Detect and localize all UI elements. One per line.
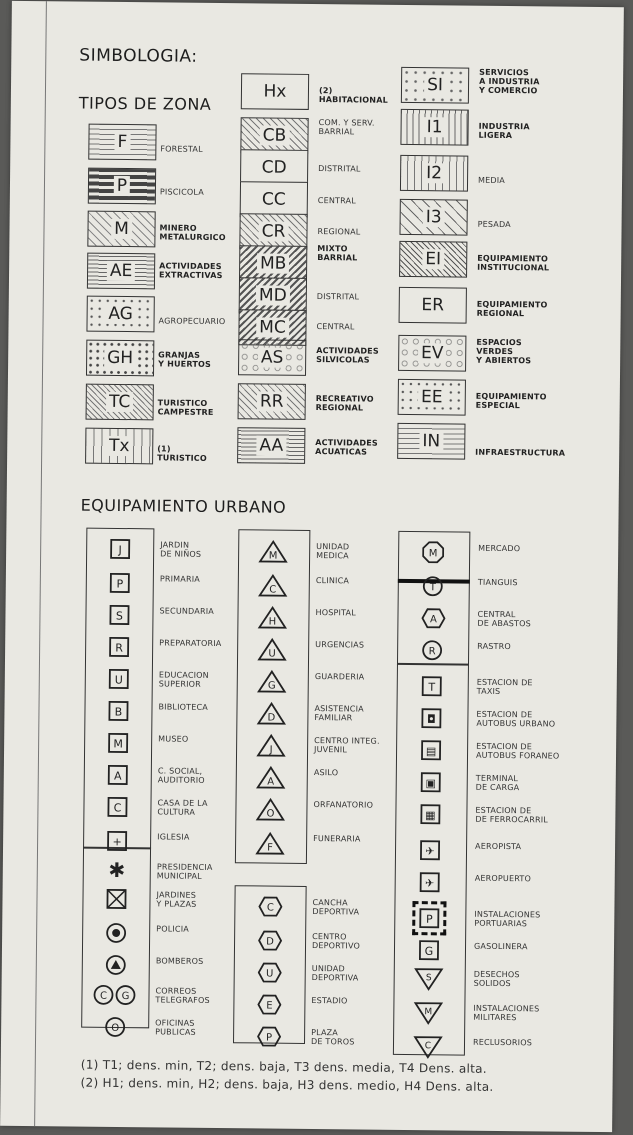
svg-text:D: D <box>266 936 274 948</box>
zone-label: (1) TURISTICO <box>157 444 207 463</box>
equip-symbol-icon <box>422 541 444 563</box>
equip-symbol-icon <box>258 895 280 917</box>
zone-code: CB <box>260 125 290 145</box>
zone-code: CD <box>259 157 290 177</box>
svg-text:▤: ▤ <box>425 744 437 758</box>
equip-label: PRESIDENCIA MUNICIPAL <box>156 862 213 881</box>
zone-label: TURISTICO CAMPESTRE <box>157 398 214 417</box>
equip-label: EDUCACION SUPERIOR <box>158 670 209 689</box>
svg-text:J: J <box>269 744 273 756</box>
equip-label: BOMBEROS <box>155 956 204 966</box>
svg-text:G: G <box>424 944 434 958</box>
zone-swatch-hx <box>241 73 309 110</box>
equip-symbol-icon <box>104 1016 126 1038</box>
equip-symbol-icon <box>258 929 280 951</box>
svg-text:A: A <box>113 769 122 783</box>
equip-symbol-icon <box>418 939 440 961</box>
equip-label: CORREOS TELEGRAFOS <box>155 986 210 1005</box>
zone-swatch-aa <box>237 427 305 464</box>
equip-symbol-icon <box>105 888 127 910</box>
zone-code: I3 <box>423 207 445 227</box>
zone-label: INDUSTRIA LIGERA <box>478 121 530 141</box>
equip-symbol-icon <box>419 803 441 825</box>
zone-label: MINERO METALURGICO <box>159 223 226 243</box>
zone-label: SERVICIOS A INDUSTRIA Y COMERCIO <box>478 67 540 96</box>
svg-text:U: U <box>268 648 276 660</box>
zone-code: F <box>114 132 130 152</box>
equip-symbol-icon <box>108 604 130 626</box>
equip-label: CENTRO INTEG. JUVENIL <box>314 736 380 755</box>
svg-text:P: P <box>265 1032 273 1044</box>
zone-swatch-ev <box>398 335 466 372</box>
equip-label: PRIMARIA <box>159 574 201 584</box>
equip-label: ASISTENCIA FAMILIAR <box>314 704 364 723</box>
svg-text:T: T <box>429 582 436 594</box>
svg-text:C: C <box>99 990 108 1002</box>
equip-symbol-icon <box>420 707 442 729</box>
zone-label: REGIONAL <box>317 227 361 237</box>
svg-text:R: R <box>115 641 124 655</box>
equip-label: CENTRAL DE ABASTOS <box>477 609 531 629</box>
zone-label: INFRAESTRUCTURA <box>475 447 566 458</box>
zone-swatch-ag <box>86 296 154 333</box>
zone-label: CENTRAL <box>316 322 355 332</box>
equip-label: POLICIA <box>156 924 190 934</box>
equip-symbol-icon <box>420 739 442 761</box>
equip-symbol-icon <box>106 796 128 818</box>
svg-text:T: T <box>428 680 436 694</box>
svg-text:▦: ▦ <box>425 808 436 822</box>
equip-label: ESTACION DE DE FERROCARRIL <box>475 805 549 825</box>
svg-text:P: P <box>116 577 124 591</box>
zone-swatch-f <box>88 124 156 161</box>
equip-label: CENTRO DEPORTIVO <box>311 932 361 951</box>
zone-label: COM. Y SERV. BARRIAL <box>318 118 375 137</box>
zone-label: GRANJAS Y HUERTOS <box>158 350 212 369</box>
zone-swatch-as <box>238 339 306 376</box>
equip-symbol-icon <box>261 637 283 659</box>
equip-label: UNIDAD DEPORTIVA <box>311 964 359 983</box>
zone-code: P <box>114 176 130 196</box>
equip-label: RASTRO <box>477 641 511 652</box>
equip-symbol-icon <box>417 1035 439 1057</box>
zone-code: AA <box>256 435 286 455</box>
zone-label: MIXTO BARRIAL <box>317 244 358 263</box>
zone-code: AG <box>105 304 136 324</box>
svg-text:◘: ◘ <box>426 712 436 726</box>
zone-code: I2 <box>423 163 445 183</box>
equip-symbol-icon <box>105 954 127 976</box>
equip-label: ORFANATORIO <box>313 800 374 810</box>
footnote-1: (1) T1; dens. min, T2; dens. baja, T3 dens. media, T4 Dens. alta. <box>80 1057 488 1076</box>
svg-text:M: M <box>113 737 123 751</box>
equip-label: IGLESIA <box>157 832 190 842</box>
equip-symbol-icon <box>259 831 281 853</box>
svg-text:C: C <box>269 584 277 596</box>
equip-label: CANCHA DEPORTIVA <box>312 898 360 917</box>
equip-label: UNIDAD MEDICA <box>316 542 350 561</box>
zone-heading: TIPOS DE ZONA <box>78 93 212 114</box>
zone-swatch-in <box>397 423 465 460</box>
svg-text:O: O <box>111 1022 120 1035</box>
equip-symbol-icon <box>262 573 284 595</box>
equip-symbol-icon <box>260 733 282 755</box>
equip-symbol-icon <box>109 572 131 594</box>
zone-label: (2) HABITACIONAL <box>318 86 388 105</box>
equip-label: PLAZA DE TOROS <box>310 1028 355 1047</box>
equip-symbol-icon <box>106 830 128 852</box>
svg-text:C: C <box>424 1041 432 1052</box>
zone-code: EE <box>418 387 446 407</box>
equip-label: HOSPITAL <box>315 608 356 618</box>
equip-label: RECLUSORIOS <box>472 1037 533 1048</box>
svg-text:A: A <box>267 776 275 788</box>
svg-text:▣: ▣ <box>425 776 437 790</box>
equip-label: MERCADO <box>478 543 521 554</box>
equip-symbol-icon <box>106 860 128 882</box>
equip-label: INSTALACIONES MILITARES <box>473 1003 540 1023</box>
zone-code: ER <box>418 295 447 315</box>
equip-symbol-icon <box>107 700 129 722</box>
zone-label: EQUIPAMIENTO ESPECIAL <box>475 391 547 411</box>
svg-text:U: U <box>266 968 274 980</box>
svg-text:U: U <box>114 673 123 687</box>
zone-code: EV <box>418 343 447 363</box>
legend-sheet <box>0 1 624 1132</box>
svg-text:A: A <box>429 614 437 626</box>
equip-label: PREPARATORIA <box>159 638 222 649</box>
equip-label: TERMINAL DE CARGA <box>475 773 520 793</box>
equip-symbol-icon <box>108 636 130 658</box>
zone-code: MC <box>256 317 289 337</box>
svg-text:C: C <box>266 902 274 914</box>
svg-text:D: D <box>267 712 276 724</box>
equip-symbol-icon <box>421 675 443 697</box>
equip-label: FUNERARIA <box>313 834 361 844</box>
equip-symbol-icon <box>421 607 443 629</box>
zone-code: AS <box>258 347 287 367</box>
zone-label: MEDIA <box>478 175 506 185</box>
equip-label: ESTACION DE AUTOBUS URBANO <box>476 709 556 729</box>
equip-label: DESECHOS SOLIDOS <box>473 969 520 989</box>
equip-label: ESTACION DE AUTOBUS FORANEO <box>475 741 560 761</box>
equip-label: OFICINAS PUBLICAS <box>155 1018 196 1037</box>
zone-label: PISCICOLA <box>159 187 204 197</box>
equip-symbol-icon <box>422 575 444 597</box>
svg-text:M: M <box>428 548 438 560</box>
equip-label: GUARDERIA <box>314 672 365 682</box>
equip-label: BIBLIOTECA <box>158 702 209 712</box>
svg-text:R: R <box>428 646 436 658</box>
equip-label: TIANGUIS <box>477 577 518 588</box>
equip-label: CLINICA <box>315 576 350 586</box>
equip-symbol-icon <box>107 764 129 786</box>
zone-code: Tx <box>106 436 133 456</box>
zone-label: DISTRITAL <box>318 164 361 174</box>
equip-symbol-icon <box>419 839 441 861</box>
zone-label: DISTRITAL <box>316 292 360 302</box>
svg-text:M: M <box>424 1007 433 1018</box>
zone-code: SI <box>424 75 446 95</box>
zone-label: EQUIPAMIENTO INSTITUCIONAL <box>477 253 550 273</box>
svg-text:G: G <box>121 991 130 1003</box>
equip-symbol-icon <box>420 771 442 793</box>
equip-symbol-icon <box>419 871 441 893</box>
equip-label: GASOLINERA <box>473 941 528 952</box>
zone-label: ESPACIOS VERDES Y ABIERTOS <box>476 337 532 366</box>
equip-label: JARDIN DE NIÑOS <box>160 540 202 559</box>
legend-title: SIMBOLOGIA: <box>79 45 198 67</box>
zone-code: IN <box>419 431 443 451</box>
equip-symbol-icon <box>109 538 131 560</box>
zone-code: I1 <box>424 117 446 137</box>
zone-label: CENTRAL <box>317 196 356 206</box>
equip-symbol-icon <box>258 961 280 983</box>
zone-label: RECREATIVO REGIONAL <box>315 394 374 413</box>
svg-text:E: E <box>266 1000 273 1012</box>
svg-text:O: O <box>266 808 275 820</box>
equip-symbol-icon <box>421 639 443 661</box>
equip-label: URGENCIAS <box>315 640 365 650</box>
svg-text:S: S <box>115 609 124 623</box>
zone-label: ACTIVIDADES EXTRACTIVAS <box>158 261 223 281</box>
zone-swatch-er <box>399 287 467 324</box>
zone-label: AGROPECUARIO <box>158 316 226 327</box>
zone-label: FORESTAL <box>160 144 203 154</box>
equip-label: INSTALACIONES PORTUARIAS <box>474 909 541 929</box>
zone-code: CC <box>259 189 289 209</box>
equip-symbol-icon <box>108 668 130 690</box>
zone-code: AE <box>107 261 136 281</box>
svg-text:+: + <box>112 835 122 849</box>
equip-symbol-icon <box>261 605 283 627</box>
zone-code: RR <box>257 391 287 411</box>
equip-symbol-icon <box>257 1025 279 1047</box>
svg-text:M: M <box>268 550 278 562</box>
equip-symbol-icon <box>417 1001 439 1023</box>
zone-code: EI <box>422 249 444 269</box>
svg-text:C: C <box>113 801 122 815</box>
equip-label: AEROPUERTO <box>474 873 532 884</box>
zone-swatch-si <box>401 67 469 104</box>
svg-text:✈: ✈ <box>425 876 435 890</box>
equip-label: CASA DE LA CULTURA <box>157 798 208 817</box>
left-margin-line <box>34 1 47 1126</box>
svg-text:G: G <box>267 680 276 692</box>
equip-symbol-icon <box>418 967 440 989</box>
svg-text:S: S <box>425 973 432 984</box>
svg-text:✈: ✈ <box>425 844 435 858</box>
zone-swatch-i2 <box>400 155 468 192</box>
zone-code: MB <box>257 253 290 273</box>
zone-swatch-ae <box>87 253 155 290</box>
zone-swatch-i3 <box>399 199 467 236</box>
zone-code: Hx <box>260 81 289 101</box>
equip-label: SECUNDARIA <box>159 606 215 616</box>
svg-text:H: H <box>268 616 277 628</box>
zone-swatch-tx <box>85 428 153 465</box>
zone-code: MD <box>256 285 290 305</box>
equip-symbol-icon <box>105 922 127 944</box>
equip-heading: EQUIPAMIENTO URBANO <box>80 495 287 517</box>
zone-label: PESADA <box>477 219 511 230</box>
equip-symbol-icon <box>107 732 129 754</box>
zone-swatch-p <box>88 168 156 205</box>
equip-symbol-icon <box>99 984 130 1006</box>
equip-label: AEROPISTA <box>475 841 522 852</box>
equip-label: ESTACION DE TAXIS <box>476 677 533 696</box>
equip-symbol-icon <box>262 539 284 561</box>
svg-text:J: J <box>118 543 122 557</box>
zone-code: M <box>111 219 132 239</box>
svg-text:B: B <box>114 705 123 719</box>
zone-label: ACTIVIDADES ACUATICAS <box>315 438 378 457</box>
equip-symbol-icon <box>257 993 279 1015</box>
equip-label: JARDINES Y PLAZAS <box>156 890 197 909</box>
equip-symbol-icon <box>261 669 283 691</box>
equip-symbol-icon <box>259 797 281 819</box>
zone-code: TC <box>106 392 133 412</box>
zone-swatch-ee <box>398 379 466 416</box>
svg-text:F: F <box>267 842 273 854</box>
zone-label: EQUIPAMIENTO REGIONAL <box>476 299 548 319</box>
svg-text:P: P <box>425 912 433 926</box>
equip-symbol-icon <box>260 701 282 723</box>
svg-text:✱: ✱ <box>108 859 126 883</box>
zone-code: CR <box>259 221 289 241</box>
equip-label: C. SOCIAL, AUDITORIO <box>157 766 205 785</box>
zone-swatch-gh <box>86 340 154 377</box>
zone-swatch-m <box>87 211 155 248</box>
equip-symbol-icon <box>260 765 282 787</box>
zone-code: GH <box>104 348 136 368</box>
equip-label: MUSEO <box>158 734 189 744</box>
zone-swatch-ei <box>399 241 467 278</box>
equip-label: ASILO <box>313 768 339 778</box>
equip-label: ESTADIO <box>311 996 348 1006</box>
footnote-2: (2) H1; dens. min, H2; dens. baja, H3 dens. medio, H4 Dens. alta. <box>80 1075 494 1094</box>
zone-swatch-tc <box>86 384 154 421</box>
zone-swatch-i1 <box>400 109 468 146</box>
zone-swatch-rr <box>238 383 306 420</box>
equip-symbol-icon <box>418 907 440 929</box>
zone-label: ACTIVIDADES SILVICOLAS <box>316 346 379 365</box>
